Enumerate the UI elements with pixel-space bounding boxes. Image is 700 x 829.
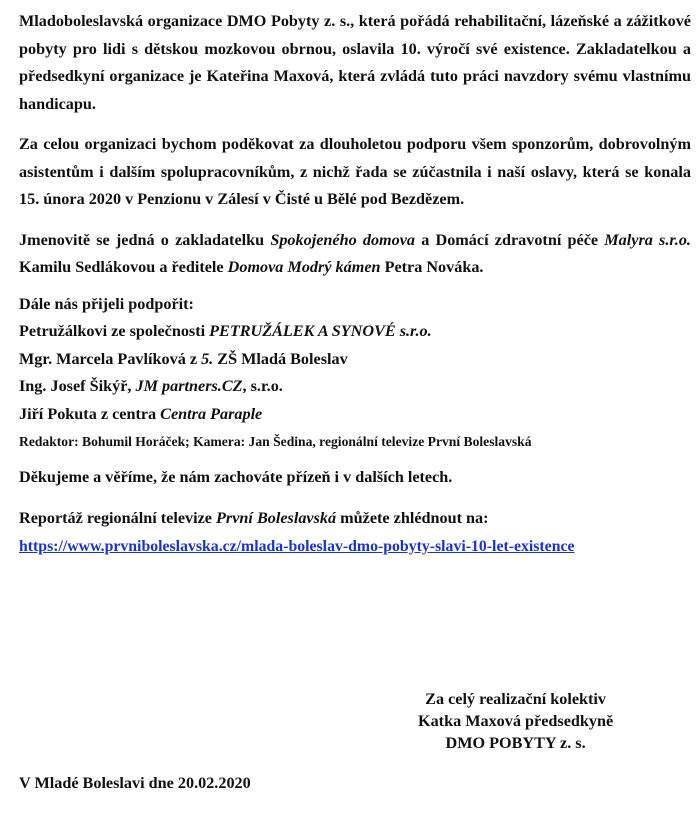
supporter-line xyxy=(19,346,691,374)
text-segment: Petružálkovi ze společnosti xyxy=(19,322,210,340)
text-segment: Kamilu Sedlákovou a ředitele xyxy=(19,258,228,276)
supporters-heading: Dále nás přijeli podpořit: xyxy=(19,294,194,313)
signature-block xyxy=(418,688,613,754)
signature-line: Katka Maxová předsedkyně xyxy=(418,712,614,730)
named-supporters-paragraph xyxy=(19,227,691,282)
center-name: Centra Paraple xyxy=(160,404,263,423)
report-block xyxy=(19,505,691,560)
document-body xyxy=(19,4,691,560)
closing-thanks: Děkujeme a věříme, že nám zachováte přízeň i v dalších letech. xyxy=(19,467,453,486)
text-segment: Jmenovitě se jedná o zakladatelku xyxy=(19,230,271,249)
org-name: Domova Modrý kámen xyxy=(227,258,381,276)
text-segment: Mgr. Marcela Pavlíková z xyxy=(19,349,202,368)
text-segment: Jiří Pokuta z centra xyxy=(19,404,161,423)
report-link[interactable]: https://www.prvniboleslavska.cz/mlada-boleslav-dmo-pobyty-slavi-10-let-existence xyxy=(19,537,575,555)
text-segment: ZŠ Mladá Boleslav xyxy=(213,349,348,368)
supporter-line xyxy=(19,373,691,401)
thanks-paragraph: Za celou organizaci bychom poděkovat za dlouholetou podporu všem sponzorům, dobrovolným asistentům i dalším spolupracovníkům, z nichž řada se zúčastnila i naší oslavy, která se konala 15. února 2020 v Penzionu v Zálesí v Čisté u Bělé pod Bezdězem. xyxy=(19,135,691,208)
text-segment: můžete zhlédnout na: xyxy=(336,509,489,527)
text-segment: Petra Nováka. xyxy=(380,258,484,276)
supporter-line xyxy=(19,401,691,429)
date-line: V Mladé Boleslavi dne 20.02.2020 xyxy=(19,774,251,792)
org-name: Malyra s.r.o. xyxy=(604,230,691,249)
text-segment: , s.r.o. xyxy=(242,377,283,395)
signature-line: DMO POBYTY z. s. xyxy=(445,734,586,752)
signature-line: Za celý realizační kolektiv xyxy=(425,690,607,708)
supporters-list xyxy=(19,291,691,456)
report-intro xyxy=(19,505,691,533)
school-number: 5. xyxy=(201,349,214,368)
org-name: Spokojeného domova xyxy=(270,230,416,249)
intro-paragraph: Mladoboleslavská organizace DMO Pobyty z. s., která pořádá rehabilitační, lázeňské a zážitkové pobyty pro lidi s dětskou mozkovou obrnou, oslavila 10. výročí své existence. Zakladatelkou a předsedkyní organizace je Kateřina Maxová, která zvládá tuto práci navzdory svému vlastnímu handicapu. xyxy=(19,12,691,113)
text-segment: Reportáž regionální televize xyxy=(19,509,217,527)
tv-name: První Boleslavská xyxy=(216,509,337,527)
company-name: PETRUŽÁLEK A SYNOVÉ s.r.o. xyxy=(209,322,432,340)
company-name: JM partners.CZ xyxy=(135,377,243,395)
credits-line: Redaktor: Bohumil Horáček; Kamera: Jan Šedina, regionální televize První Boleslavská xyxy=(19,434,532,449)
supporter-line xyxy=(19,318,691,346)
text-segment: Ing. Josef Šikýř, xyxy=(19,377,136,395)
text-segment: a Domácí zdravotní péče xyxy=(415,230,605,249)
